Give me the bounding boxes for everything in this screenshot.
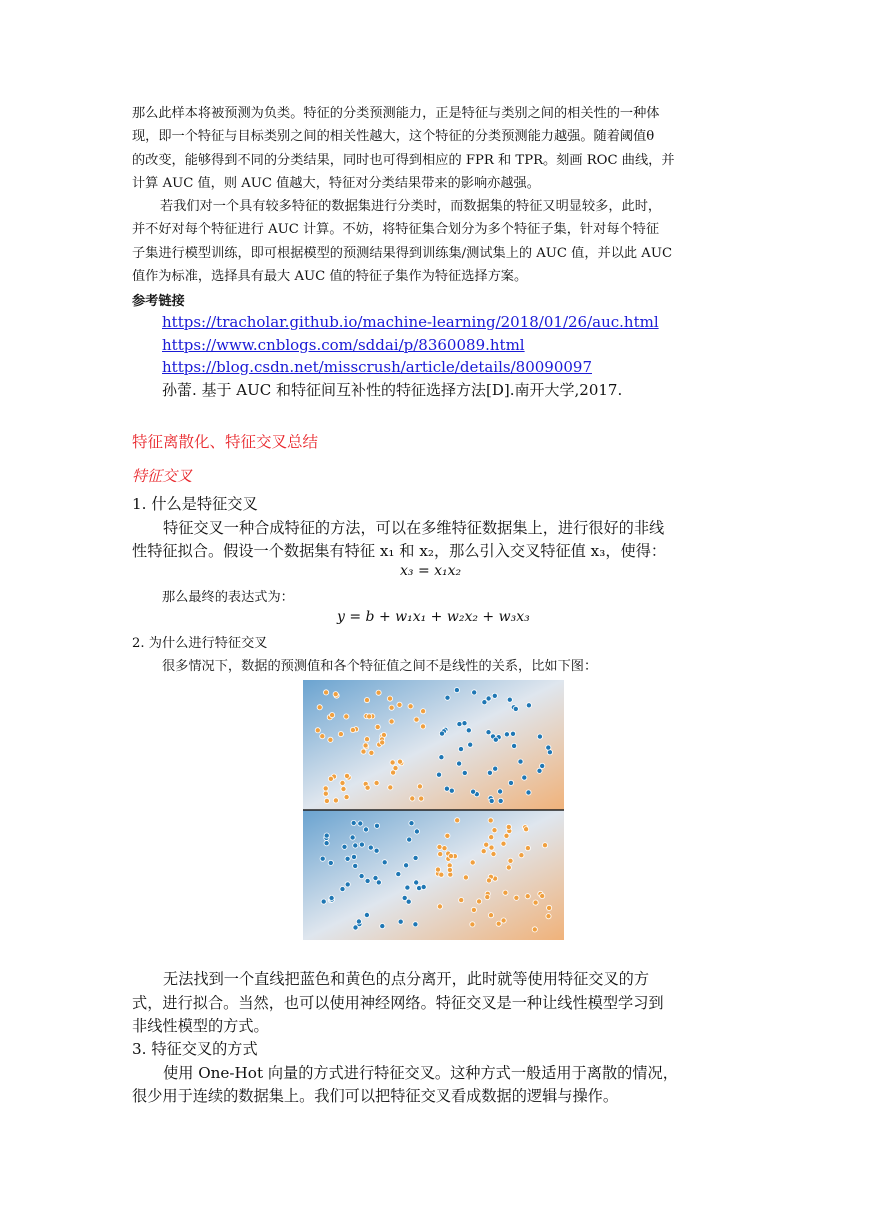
scatter-point <box>388 785 393 790</box>
scatter-point <box>477 899 482 904</box>
scatter-point <box>363 827 368 832</box>
text-line: 特征交叉一种合成特征的方法，可以在多维特征数据集上，进行很好的非线 <box>163 518 665 537</box>
reference-citation: 孙蕾. 基于 AUC 和特征间互补性的特征选择方法[D].南开大学,2017. <box>162 380 623 399</box>
scatter-point <box>361 749 366 754</box>
scatter-point <box>414 829 419 834</box>
scatter-point <box>439 731 444 736</box>
scatter-point <box>501 841 506 846</box>
scatter-point <box>508 858 513 863</box>
scatter-point <box>485 895 490 900</box>
scatter-point <box>540 893 545 898</box>
scatter-point <box>351 820 356 825</box>
scatter-point <box>489 798 494 803</box>
scatter-point <box>421 884 426 889</box>
scatter-point <box>328 860 333 865</box>
scatter-point <box>512 743 517 748</box>
scatter-point <box>315 728 320 733</box>
scatter-point <box>498 789 503 794</box>
q2-intro: 很多情况下，数据的预测值和各个特征值之间不是线性的关系，比如下图： <box>162 659 598 674</box>
scatter-point <box>533 900 538 905</box>
scatter-point <box>353 863 358 868</box>
scatter-point <box>537 768 542 773</box>
scatter-point <box>463 875 468 880</box>
scatter-point <box>507 697 512 702</box>
scatter-point <box>470 860 475 865</box>
scatter-point <box>324 841 329 846</box>
text-line: 性特征拟合。假设一个数据集有特征 x₁ 和 x₂，那么引入交叉特征值 x₃，使得： <box>132 542 667 560</box>
scatter-xor-figure <box>303 680 564 940</box>
scatter-point <box>471 907 476 912</box>
scatter-point <box>547 905 552 910</box>
scatter-point <box>445 833 450 838</box>
scatter-point <box>437 844 442 849</box>
scatter-point <box>409 821 414 826</box>
scatter-point <box>396 872 401 877</box>
scatter-point <box>486 696 491 701</box>
scatter-point <box>417 784 422 789</box>
scatter-point <box>458 747 463 752</box>
scatter-point <box>438 852 443 857</box>
scatter-point <box>488 913 493 918</box>
scatter-point <box>486 730 491 735</box>
scatter-point <box>508 780 513 785</box>
scatter-point <box>439 872 444 877</box>
scatter-point <box>437 904 442 909</box>
scatter-point <box>492 693 497 698</box>
scatter-point <box>414 880 419 885</box>
scatter-point <box>345 882 350 887</box>
paragraph-auc-explanation <box>132 102 738 195</box>
scatter-point <box>466 728 471 733</box>
scatter-point <box>457 722 462 727</box>
references-heading: 参考链接 <box>132 294 185 309</box>
scatter-point <box>374 780 379 785</box>
scatter-point <box>462 721 467 726</box>
text-line: 的改变，能够得到不同的分类结果，同时也可得到相应的 FPR 和 TPR。刻画 ROC 曲线，并 <box>132 152 675 168</box>
scatter-point <box>518 759 523 764</box>
scatter-point <box>414 717 419 722</box>
text-line: 无法找到一个直线把蓝色和黄色的点分离开，此时就等使用特征交叉的方 <box>163 970 649 988</box>
scatter-point <box>442 846 447 851</box>
scatter-point <box>373 875 378 880</box>
scatter-point <box>390 760 395 765</box>
scatter-point <box>397 759 402 764</box>
scatter-point <box>375 724 380 729</box>
scatter-point <box>435 867 440 872</box>
scatter-point <box>448 854 453 859</box>
text-line: 非线性模型的方式。 <box>132 1017 269 1035</box>
scatter-point <box>546 914 551 919</box>
scatter-point <box>369 750 374 755</box>
text-line: 那么此样本将被预测为负类。特征的分类预测能力，正是特征与类别之间的相关性的一种体 <box>132 106 660 121</box>
scatter-point <box>353 843 358 848</box>
scatter-point <box>324 798 329 803</box>
scatter-point <box>421 709 426 714</box>
paragraph-feature-subset <box>132 195 738 288</box>
scatter-point <box>492 828 497 833</box>
scatter-point <box>468 742 473 747</box>
scatter-point <box>350 835 355 840</box>
scatter-point <box>376 690 381 695</box>
scatter-point <box>329 895 334 900</box>
scatter-point <box>359 842 364 847</box>
scatter-point <box>324 690 329 695</box>
scatter-point <box>364 737 369 742</box>
scatter-point <box>344 714 349 719</box>
scatter-point <box>506 824 511 829</box>
scatter-point <box>419 796 424 801</box>
scatter-point <box>519 853 524 858</box>
scatter-point <box>389 705 394 710</box>
scatter-point <box>449 788 454 793</box>
section-title: 特征离散化、特征交叉总结 <box>132 433 319 451</box>
scatter-point <box>487 770 492 775</box>
scatter-point <box>489 835 494 840</box>
scatter-point <box>540 763 545 768</box>
scatter-point <box>524 827 529 832</box>
scatter-point <box>320 734 325 739</box>
scatter-point <box>493 737 498 742</box>
scatter-point <box>496 921 501 926</box>
scatter-point <box>532 927 537 932</box>
scatter-point <box>413 855 418 860</box>
scatter-point <box>328 776 333 781</box>
scatter-point <box>542 843 547 848</box>
scatter-point <box>330 713 335 718</box>
text-line: 现，即一个特征与目标类别之间的相关性越大，这个特征的分类预测能力越强。随着阈值θ <box>132 129 655 145</box>
scatter-point <box>342 844 347 849</box>
scatter-point <box>501 918 506 923</box>
scatter-point <box>526 790 531 795</box>
scatter-point <box>338 732 343 737</box>
scatter-point <box>504 732 509 737</box>
text-line: 若我们对一个具有较多特征的数据集进行分类时，而数据集的特征又明显较多，此时， <box>160 199 662 214</box>
scatter-point <box>537 734 542 739</box>
scatter-point <box>350 727 355 732</box>
scatter-point <box>525 846 530 851</box>
q3-block <box>132 1038 738 1109</box>
q2-explanation <box>132 968 738 1039</box>
text-line: 使用 One-Hot 向量的方式进行特征交叉。这种方式一般适用于离散的情况， <box>163 1063 678 1082</box>
scatter-point <box>405 885 410 890</box>
scatter-point <box>439 755 444 760</box>
scatter-point <box>324 833 329 838</box>
scatter-point <box>351 854 356 859</box>
scatter-point <box>341 786 346 791</box>
scatter-point <box>365 785 370 790</box>
scatter-point <box>367 714 372 719</box>
scatter-point <box>320 856 325 861</box>
text-line: 计算 AUC 值，则 AUC 值越大，特征对分类结果带来的影响亦越强。 <box>132 175 540 191</box>
scatter-point <box>333 798 338 803</box>
scatter-point <box>513 706 518 711</box>
scatter-point <box>404 863 409 868</box>
scatter-point <box>368 845 373 850</box>
scatter-point <box>365 878 370 883</box>
scatter-point <box>510 731 515 736</box>
scatter-point <box>472 690 477 695</box>
reference-link-2[interactable]: https://www.cnblogs.com/sddai/p/8360089.html <box>162 335 525 354</box>
q1-heading: 1. 什么是特征交叉 <box>132 495 258 513</box>
scatter-point <box>356 919 361 924</box>
text-line: 值作为标准，选择具有最大 AUC 值的特征子集作为特征选择方案。 <box>132 268 528 284</box>
scatter-point <box>321 899 326 904</box>
scatter-point <box>413 922 418 927</box>
scatter-point <box>382 860 387 865</box>
scatter-point <box>522 775 527 780</box>
scatter-point <box>457 761 462 766</box>
scatter-point <box>364 698 369 703</box>
scatter-point <box>506 865 511 870</box>
reference-link-3[interactable]: https://blog.csdn.net/misscrush/article/details/80090097 <box>162 358 592 376</box>
scatter-point <box>526 703 531 708</box>
formula-final-expression: y = b + w₁x₁ + w₂x₂ + w₃x₃ <box>337 609 530 625</box>
scatter-point <box>328 737 333 742</box>
scatter-point <box>364 912 369 917</box>
scatter-point <box>397 702 402 707</box>
scatter-point <box>374 823 379 828</box>
scatter-point <box>455 818 460 823</box>
scatter-point <box>514 895 519 900</box>
scatter-point <box>406 899 411 904</box>
scatter-point <box>489 845 494 850</box>
references-list <box>162 311 659 401</box>
scatter-point <box>459 898 464 903</box>
reference-link-1[interactable]: https://tracholar.github.io/machine-learning/2018/01/26/auc.html <box>162 313 659 331</box>
scatter-point <box>353 925 358 930</box>
scatter-point <box>481 849 486 854</box>
scatter-point <box>393 766 398 771</box>
scatter-point <box>471 789 476 794</box>
scatter-point <box>488 818 493 823</box>
scatter-point <box>358 821 363 826</box>
scatter-point <box>503 890 508 895</box>
scatter-point <box>410 796 415 801</box>
scatter-point <box>504 833 509 838</box>
final-expression-label: 那么最终的表达式为： <box>162 590 294 605</box>
scatter-point <box>345 856 350 861</box>
scatter-point <box>398 919 403 924</box>
text-line: 式，进行拟合。当然，也可以使用神经网络。特征交叉是一种让线性模型学习到 <box>132 993 664 1012</box>
scatter-point <box>359 874 364 879</box>
scatter-point <box>407 837 412 842</box>
scatter-point <box>546 745 551 750</box>
q2-heading: 2. 为什么进行特征交叉 <box>132 636 268 651</box>
scatter-point <box>333 692 338 697</box>
scatter-point <box>525 894 530 899</box>
scatter-point <box>323 786 328 791</box>
scatter-point <box>486 878 491 883</box>
scatter-point <box>408 704 413 709</box>
scatter-point <box>387 696 392 701</box>
text-line: 并不好对每个特征进行 AUC 计算。不妨，将特征集合划分为多个特征子集，针对每个特征 <box>132 222 660 238</box>
scatter-point <box>491 851 496 856</box>
scatter-point <box>344 795 349 800</box>
scatter-point <box>380 740 385 745</box>
scatter-point <box>482 700 487 705</box>
scatter-point <box>389 719 394 724</box>
scatter-point <box>498 798 503 803</box>
scatter-point <box>493 766 498 771</box>
scatter-point <box>484 842 489 847</box>
scatter-point <box>447 867 452 872</box>
scatter-point <box>420 724 425 729</box>
scatter-point <box>340 887 345 892</box>
text-line: 很少用于连续的数据集上。我们可以把特征交叉看成数据的逻辑与操作。 <box>132 1087 618 1105</box>
scatter-point <box>344 773 349 778</box>
q1-block <box>132 493 738 564</box>
scatter-point <box>340 780 345 785</box>
subsection-title: 特征交叉 <box>132 467 193 485</box>
scatter-point <box>380 924 385 929</box>
scatter-point <box>323 791 328 796</box>
q3-heading: 3. 特征交叉的方式 <box>132 1040 258 1058</box>
scatter-point <box>444 786 449 791</box>
formula-cross-feature: x₃ = x₁x₂ <box>400 563 462 579</box>
scatter-point <box>462 770 467 775</box>
scatter-point <box>445 695 450 700</box>
scatter-point <box>317 705 322 710</box>
scatter-point <box>436 772 441 777</box>
scatter-point <box>363 743 368 748</box>
scatter-point <box>454 688 459 693</box>
scatter-point <box>374 848 379 853</box>
scatter-point <box>470 922 475 927</box>
text-line: 子集进行模型训练，即可根据模型的预测结果得到训练集/测试集上的 AUC 值，并以此 AUC <box>132 245 673 261</box>
